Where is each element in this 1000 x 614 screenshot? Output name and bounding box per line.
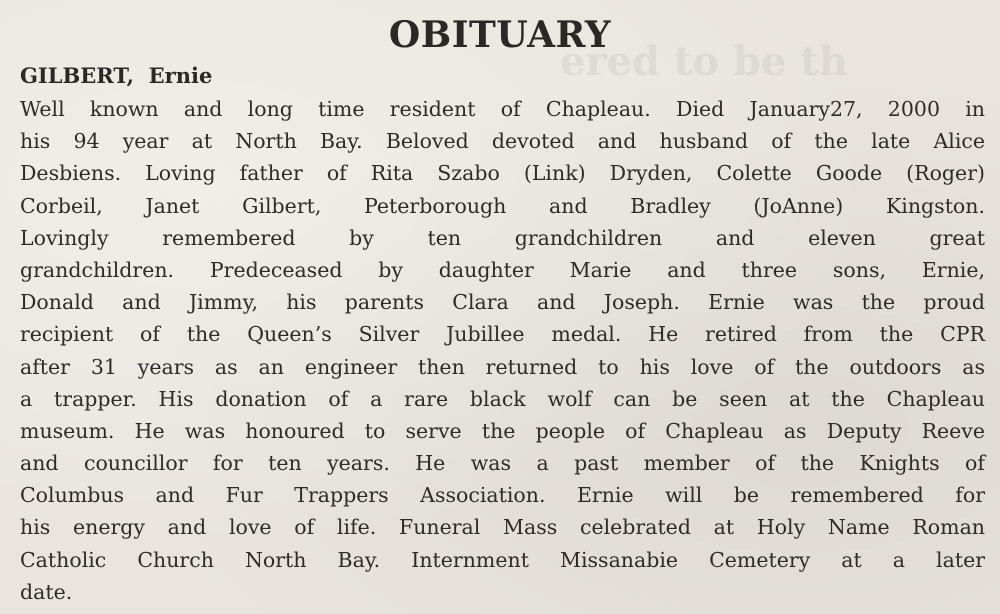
body-line: Lovingly remembered by ten grandchildren and eleven great: [20, 225, 985, 250]
bleed-through-text: ered to be th: [560, 38, 848, 78]
obituary-body: [20, 93, 985, 608]
body-line: his 94 year at North Bay. Beloved devoted and husband of the late Alice: [20, 129, 985, 154]
body-line: Catholic Church North Bay. Internment Missanabie Cemetery at a later: [20, 547, 985, 572]
body-line: Corbeil, Janet Gilbert, Peterborough and Bradley (JoAnne) Kingston.: [20, 193, 985, 218]
body-line: after 31 years as an engineer then returned to his love of the outdoors as: [20, 354, 985, 379]
given-name: Ernie: [148, 63, 213, 88]
surname: GILBERT,: [20, 63, 134, 88]
body-line: museum. He was honoured to serve the people of Chapleau as Deputy Reeve: [20, 418, 985, 443]
body-line: recipient of the Queen’s Silver Jubillee medal. He retired from the CPR: [20, 322, 985, 347]
obituary-heading: OBITUARY: [388, 14, 612, 56]
body-line: a trapper. His donation of a rare black wolf can be seen at the Chapleau: [20, 386, 985, 411]
body-line: Desbiens. Loving father of Rita Szabo (Link) Dryden, Colette Goode (Roger): [20, 161, 985, 186]
deceased-name: [20, 62, 212, 90]
body-line: his energy and love of life. Funeral Mass celebrated at Holy Name Roman: [20, 515, 985, 540]
body-line: and councillor for ten years. He was a past member of the Knights of: [20, 451, 985, 476]
body-line: Columbus and Fur Trappers Association. Ernie will be remembered for: [20, 483, 985, 508]
body-line: date.: [20, 579, 73, 604]
body-line: Well known and long time resident of Chapleau. Died January27, 2000 in: [20, 97, 985, 121]
body-line: grandchildren. Predeceased by daughter Marie and three sons, Ernie,: [20, 257, 985, 282]
body-line: Donald and Jimmy, his parents Clara and Joseph. Ernie was the proud: [20, 290, 985, 315]
